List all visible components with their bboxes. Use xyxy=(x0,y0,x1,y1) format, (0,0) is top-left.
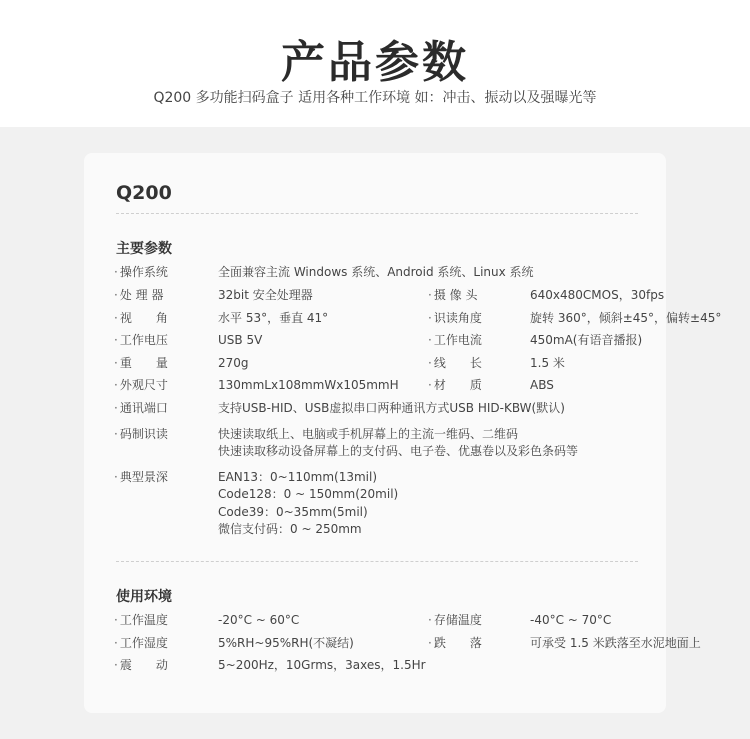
spec-label: · 操作系统 xyxy=(114,264,168,281)
spec-value: 130mmLx108mmWx105mmH xyxy=(218,378,399,392)
spec-value: 450mA(有语音播报) xyxy=(530,333,643,347)
env-value: 5%RH~95%RH(不凝结) xyxy=(218,636,354,650)
spec-label: · 通讯端口 xyxy=(114,400,168,417)
divider xyxy=(116,561,638,562)
spec-value: 32bit 安全处理器 xyxy=(218,288,313,302)
spec-label: · 处 理 器 xyxy=(114,287,163,304)
spec-label: · 识读角度 xyxy=(428,310,482,327)
page-title: 产品参数 xyxy=(281,37,469,88)
page-subtitle: Q200 多功能扫码盒子 适用各种工作环境 如：冲击、振动以及强曝光等 xyxy=(153,90,597,106)
env-label: · 工作湿度 xyxy=(114,635,168,652)
spec-label: · 码制识读 xyxy=(114,426,168,443)
main-params-title: 主要参数 xyxy=(116,241,172,257)
env-value: 可承受 1.5 米跌落至水泥地面上 xyxy=(530,636,701,650)
spec-label: · 摄 像 头 xyxy=(428,287,477,304)
env-label: · 存储温度 xyxy=(428,612,482,629)
spec-label: · 典型景深 xyxy=(114,469,168,486)
env-label: · 震 动 xyxy=(114,657,168,674)
env-value: 5~200Hz，10Grms，3axes，1.5Hr xyxy=(218,658,426,672)
spec-value-line: 微信支付码：0 ~ 250mm xyxy=(218,522,362,536)
spec-value-line: 快速读取纸上、电脑或手机屏幕上的主流一维码、二维码 xyxy=(218,427,519,441)
spec-value: 支持USB-HID、USB虚拟串口两种通讯方式USB HID-KBW(默认) xyxy=(218,401,565,415)
env-label: · 工作温度 xyxy=(114,612,168,629)
spec-label: · 视 角 xyxy=(114,310,168,327)
spec-value: 270g xyxy=(218,356,249,370)
spec-value: ABS xyxy=(530,378,554,392)
spec-value-line: 快速读取移动设备屏幕上的支付码、电子卷、优惠卷以及彩色条码等 xyxy=(218,444,579,458)
spec-label: · 线 长 xyxy=(428,355,482,372)
spec-label: · 重 量 xyxy=(114,355,168,372)
model-name: Q200 xyxy=(116,182,172,204)
spec-value: USB 5V xyxy=(218,333,263,347)
spec-label: · 工作电压 xyxy=(114,332,168,349)
spec-value-line: EAN13：0~110mm(13mil) xyxy=(218,470,378,484)
spec-value: 1.5 米 xyxy=(530,356,565,370)
divider xyxy=(116,213,638,214)
spec-value: 旋转 360°，倾斜±45°，偏转±45° xyxy=(530,311,722,325)
spec-label: · 外观尺寸 xyxy=(114,377,168,394)
env-title: 使用环境 xyxy=(116,589,172,605)
spec-label: · 材 质 xyxy=(428,377,482,394)
env-value: -40°C ~ 70°C xyxy=(530,613,612,627)
spec-value-line: Code128：0 ~ 150mm(20mil) xyxy=(218,487,399,501)
spec-value-line: Code39：0~35mm(5mil) xyxy=(218,505,368,519)
spec-value: 全面兼容主流 Windows 系统、Android 系统、Linux 系统 xyxy=(218,265,534,279)
env-label: · 跌 落 xyxy=(428,635,482,652)
spec-label: · 工作电流 xyxy=(428,332,482,349)
spec-value: 640x480CMOS，30fps xyxy=(530,288,665,302)
spec-value: 水平 53°，垂直 41° xyxy=(218,311,329,325)
env-value: -20°C ~ 60°C xyxy=(218,613,300,627)
